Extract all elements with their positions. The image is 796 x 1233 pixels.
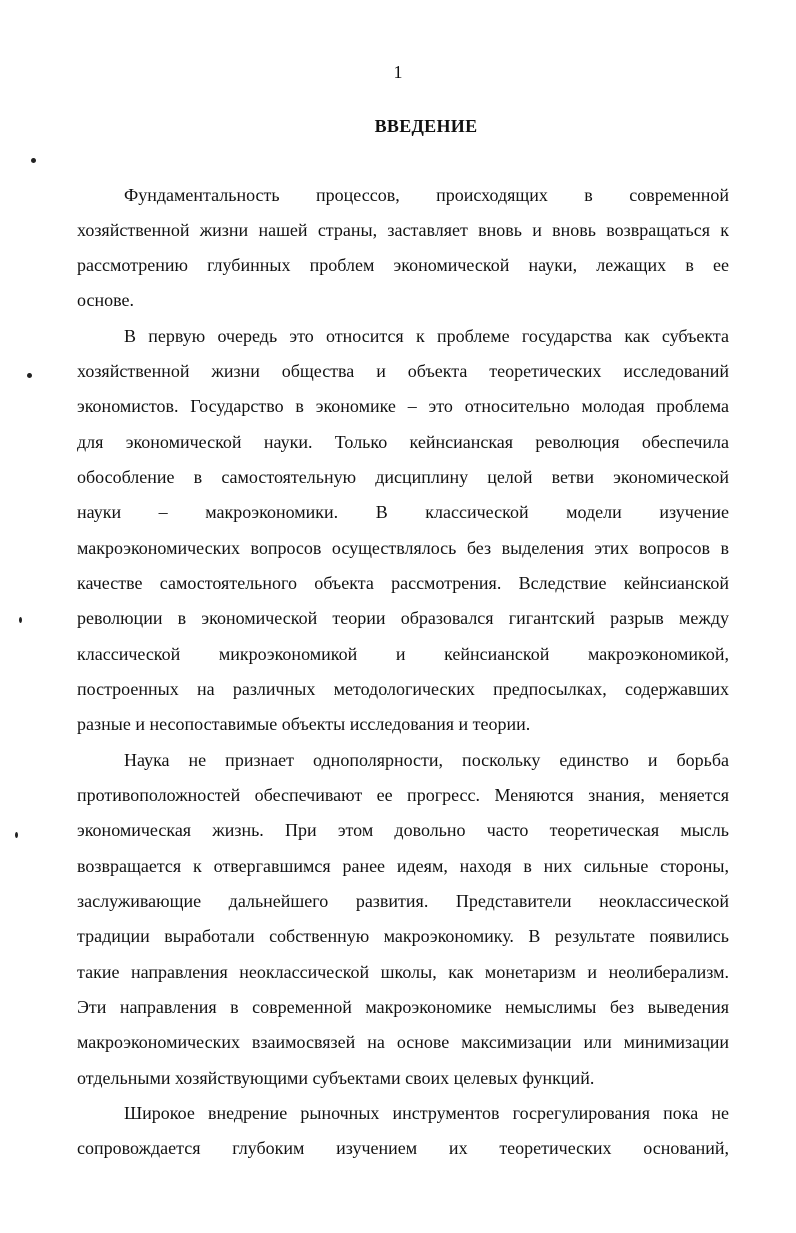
- text-line: построенных на различных методологических предпосылках, содержавших: [77, 679, 729, 699]
- text-line: Фундаментальность процессов, происходящих в современной: [124, 185, 729, 205]
- text-line: отдельными хозяйствующими субъектами своих целевых функций.: [77, 1068, 595, 1088]
- text-line: науки – макроэкономики. В классической модели изучение: [77, 502, 729, 522]
- text-line: Эти направления в современной макроэкономике немыслимы без выведения: [77, 997, 729, 1017]
- text-line: макроэкономических взаимосвязей на основе максимизации или минимизации: [77, 1032, 729, 1052]
- text-line: хозяйственной жизни нашей страны, заставляет вновь и вновь возвращаться к: [77, 220, 729, 240]
- text-line: хозяйственной жизни общества и объекта теоретических исследований: [77, 361, 729, 381]
- margin-mark: [31, 158, 36, 163]
- margin-mark: [27, 373, 32, 378]
- page-number: 1: [393, 62, 403, 82]
- text-line: макроэкономических вопросов осуществлялось без выделения этих вопросов в: [77, 538, 729, 558]
- text-line: классической микроэкономикой и кейнсианской макроэкономикой,: [77, 644, 729, 664]
- text-line: обособление в самостоятельную дисциплину целой ветви экономической: [77, 467, 729, 487]
- page-title: ВВЕДЕНИЕ: [374, 116, 478, 136]
- text-line: рассмотрению глубинных проблем экономической науки, лежащих в ее: [77, 255, 729, 275]
- text-line: В первую очередь это относится к проблеме государства как субъекта: [124, 326, 729, 346]
- text-line: Широкое внедрение рыночных инструментов госрегулирования пока не: [124, 1103, 729, 1123]
- text-line: возвращается к отвергавшимся ранее идеям, находя в них сильные стороны,: [77, 856, 729, 876]
- text-line: экономическая жизнь. При этом довольно часто теоретическая мысль: [77, 820, 729, 840]
- text-line: такие направления неоклассической школы, как монетаризм и неолиберализм.: [77, 962, 729, 982]
- text-line: революции в экономической теории образовался гигантский разрыв между: [77, 608, 729, 628]
- text-line: основе.: [77, 290, 134, 310]
- text-line: Наука не признает однополярности, поскольку единство и борьба: [124, 750, 729, 770]
- text-line: заслуживающие дальнейшего развития. Представители неоклассической: [77, 891, 729, 911]
- text-line: качестве самостоятельного объекта рассмотрения. Вследствие кейнсианской: [77, 573, 729, 593]
- text-line: разные и несопоставимые объекты исследования и теории.: [77, 714, 531, 734]
- text-line: сопровождается глубоким изучением их теоретических оснований,: [77, 1138, 729, 1158]
- text-line: традиции выработали собственную макроэкономику. В результате появились: [77, 926, 729, 946]
- margin-mark: [15, 832, 18, 838]
- text-line: экономистов. Государство в экономике – это относительно молодая проблема: [77, 396, 729, 416]
- margin-mark: [19, 617, 22, 623]
- text-line: противоположностей обеспечивают ее прогресс. Меняются знания, меняется: [77, 785, 729, 805]
- text-line: для экономической науки. Только кейнсианская революция обеспечила: [77, 432, 729, 452]
